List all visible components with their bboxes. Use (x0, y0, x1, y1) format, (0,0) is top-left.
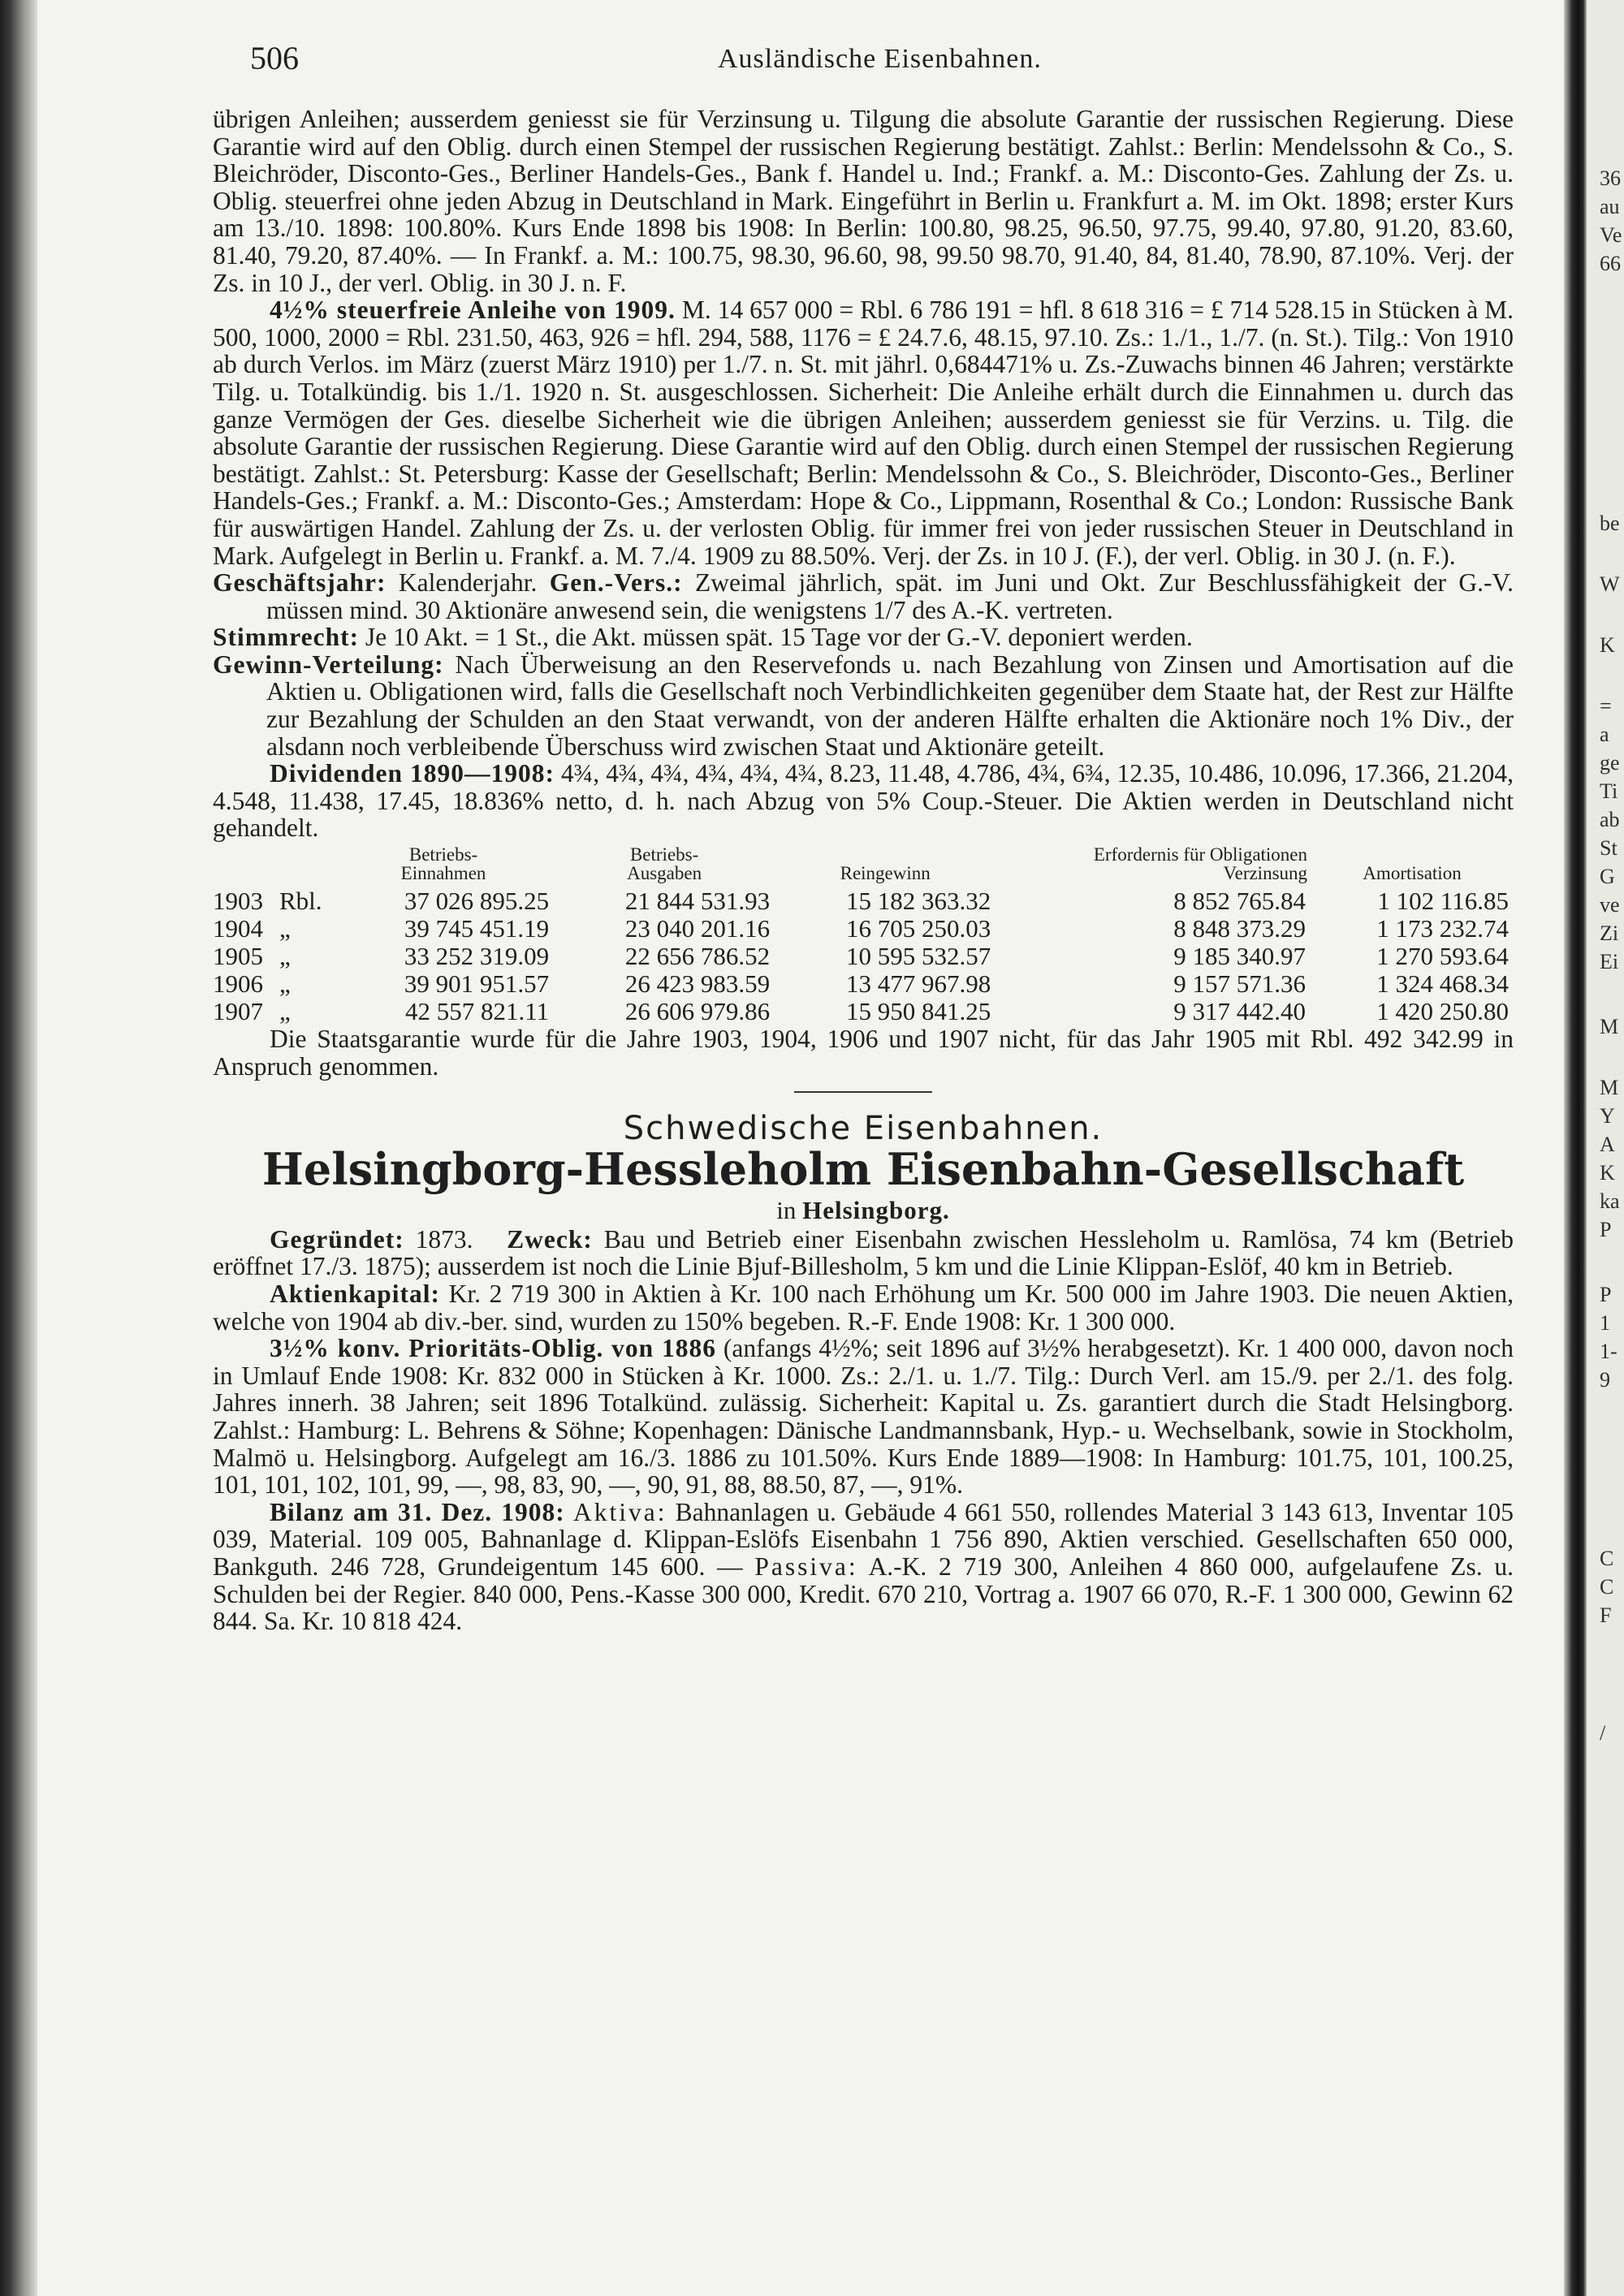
aktienkapital-label: Aktienkapital: (270, 1280, 441, 1308)
table-header-reingewinn: Reingewinn (840, 863, 931, 884)
paragraph-bilanz: Bilanz am 31. Dez. 1908: Aktiva: Bahnanlagen u. Gebäude 4 661 550, rollendes Material 3 143 613, Inventar 105 039, Material. 109 005, Bahnanlage d. Klippan-Eslöfs Eisenbahn 1 756 890, Aktien verschied. Gesellschaften 650 000, Bankguth. 246 728, Grundeigentum 145 600. — Passiva: A.-K. 2 719 300, Anleihen 4 860 000, aufgelaufene Zs. u. Schulden bei der Regier. 840 000, Pens.-Kasse 300 000, Kredit. 670 210, Vortrag a. 1907 66 070, R.-F. 1 300 000, Gewinn 62 844. Sa. Kr. 10 818 424. (213, 1497, 1514, 1636)
zweck-label: Zweck: (507, 1224, 593, 1254)
paragraph-gegruendet: Gegründet: 1873. Zweck: Bau und Betrieb einer Eisenbahn zwischen Hessleholm u. Ramlösa, 74 km (Betrieb eröffnet 17./3. 1875); ausserdem ist noch die Linie Bjuf-Billesholm, 5 km und die Linie Klippan-Eslöf, 40 km in Betrieb. (213, 1224, 1514, 1281)
table-header-amortisation: Amortisation (1363, 863, 1462, 884)
next-page-edge: 36 au Ve 66 be W K = a ge Ti ab St G ve Zi Ei M M Y A K ka P P 1 1- 9 C C F / (1587, 0, 1624, 2296)
aktiva-label: Aktiva: (572, 1497, 667, 1526)
anleihe-text: M. 14 657 000 = Rbl. 6 786 191 = hfl. 8 618 316 = £ 714 528.15 in Stücken à M. 500, 1000, 2000 = Rbl. 231.50, 463, 926 = hfl. 294, 588, 1176 = £ 24.7.6, 48.15, 97.10. Zs.: 1./1., 1./7. (n. St.). Tilg.: Von 1910 ab durch Verlos. im März (zuerst März 1910) per 1./7. n. St. mit jährl. 0,684471% u. Zs.-Zuwachs binnen 46 Jahren; verstärkte Tilg. u. Totalkündig. bis 1./1. 1920 n. St. ausgeschlossen. Sicherheit: Die Anleihe erhält durch die Einnahmen u. durch das ganze Vermögen der Ges. dieselbe Sicherheit wie die übrigen Anleihen; ausserdem geniesst sie für Verzins. u. Tilg. die absolute Garantie der russischen Regierung. Diese Garantie wird auf den Oblig. durch einen Stempel der russischen Regierung bestätigt. Zahlst.: St. Petersburg: Kasse der Gesellschaft; Berlin: Mendelssohn & Co., S. Bleichröder, Disconto-Ges., Berliner Handels-Ges.; Frankf. a. M.: Disconto-Ges.; Amsterdam: Hope & Co., Lippmann, Rosenthal & Co.; London: Russische Bank für auswärtigen Handel. Zahlung der Zs. u. der verlosten Oblig. für immer frei von jeder russischen Steuer in Deutschland in Mark. Aufgelegt in Berlin u. Frankf. a. M. 7./4. 1909 zu 88.50%. Verj. der Zs. in 10 J. (F.), der verl. Oblig. in 30 J. (n. F.). (213, 296, 1514, 570)
company-location: in Helsingborg. (776, 1195, 950, 1224)
table-header-currency (274, 845, 333, 887)
section-title: Schwedische Eisenbahnen. (623, 1110, 1104, 1148)
paragraph-continued: übrigen Anleihen; ausserdem geniesst sie für Verzinsung u. Tilgung die absolute Garantie der russischen Regierung. Diese Garantie wird auf den Oblig. durch einen Stempel der russischen Regierung bestätigt. Zahlst.: Berlin: Mendelssohn & Co., S. Bleichröder, Disconto-Ges., Berliner Handels-Ges., Bank f. Handel u. Ind.; Frankf. a. M.: Disconto-Ges. Zahlung der Zs. u. Oblig. steuerfrei ohne jeden Abzug in Deutschland in Mark. Eingeführt in Berlin u. Frankfurt a. M. im Okt. 1898; erster Kurs am 13./10. 1898: 100.80%. Kurs Ende 1898 bis 1908: In Berlin: 100.80, 98.25, 96.50, 97.75, 99.40, 97.80, 91.20, 83.60, 81.40, 79.20, 87.40%. — In Frankf. a. M.: 100.75, 98.30, 96.60, 98, 99.50 98.70, 91.40, 84, 81.40, 78.90, 87.10%. Verj. der Zs. in 10 J., der verl. Oblig. in 30 J. n. F. (213, 105, 1514, 297)
table-row: 1904 „ 39 745 451.19 23 040 201.16 16 705 250.03 8 848 373.29 1 173 232.74 (213, 914, 1509, 943)
company-city: Helsingborg. (802, 1195, 950, 1224)
company-title: Helsingborg-Hessleholm Eisenbahn-Gesellschaft (261, 1142, 1465, 1195)
passiva-label: Passiva: (754, 1552, 858, 1581)
running-title: Ausländische Eisenbahnen. (718, 44, 1042, 74)
page-gutter (1564, 0, 1587, 2296)
paragraph-geschaeftsjahr (213, 569, 1514, 624)
paragraph-aktienkapital: Aktienkapital: Kr. 2 719 300 in Aktien à Kr. 100 nach Erhöhung um Kr. 500 000 im Jahre 1903. Die neuen Aktien, welche von 1904 ab div.-ber. sind, wurden zu 150% begeben. R.-F. Ende 1908: Kr. 1 300 000. (213, 1280, 1514, 1336)
dividenden-label: Dividenden 1890—1908: (270, 759, 555, 788)
page-number: 506 (250, 40, 299, 76)
paragraph-stimmrecht (213, 624, 1514, 651)
paragraph-anleihe-1909 (213, 296, 1514, 569)
section-divider (794, 1091, 932, 1093)
table-header-verzinsung: Erfordernis für Obligationen Verzinsung (1093, 844, 1308, 884)
table-row: 1903 Rbl. 37 026 895.25 21 844 531.93 15 182 363.32 8 852 765.84 1 102 116.85 (213, 887, 1509, 916)
table-header-einnahmen: Betriebs- Einnahmen (400, 844, 486, 884)
table-header-ausgaben: Betriebs- Ausgaben (627, 844, 702, 884)
table-row: 1906 „ 39 901 951.57 26 423 983.59 13 477 967.98 9 157 571.36 1 324 468.34 (213, 969, 1509, 999)
page-body (213, 106, 1514, 1635)
table-row: 1907 „ 42 557 821.11 26 606 979.86 15 950 841.25 9 317 442.40 1 420 250.80 (213, 997, 1509, 1026)
gegruendet-label: Gegründet: (270, 1224, 404, 1254)
paragraph-dividenden (213, 760, 1514, 842)
table-note: Die Staatsgarantie wurde für die Jahre 1903, 1904, 1906 und 1907 nicht, für das Jahr 1905 mit Rbl. 492 342.99 in Anspruch genommen. (213, 1025, 1514, 1081)
financial-table (213, 845, 1514, 1025)
dividenden-text: 4¾, 4¾, 4¾, 4¾, 4¾, 4¾, 8.23, 11.48, 4.786, 4¾, 6¾, 12.35, 10.486, 10.096, 17.366, 21.204, 4.548, 11.438, 17.45, 18.836% netto, d. h. nach Abzug von 5% Coup.-Steuer. Die Aktien werden in Deutschland nicht gehandelt. (213, 759, 1514, 843)
gewinn-verteilung-text: Nach Überweisung an den Reservefonds u. nach Bezahlung von Zinsen und Amortisation auf die Aktien u. Obligationen wird, falls die Gesellschaft noch Verbindlichkeiten gegenüber dem Staate hat, der Rest zur Hälfte zur Bezahlung der Schulden an den Staat verwandt, von der anderen Hälfte erhalten die Aktionäre noch 1% Div., der alsdann noch verbleibende Überschuss wird zwischen Staat und Aktionäre geteilt. (266, 650, 1514, 761)
table-header-year (213, 845, 274, 887)
genvers-label: Gen.-Vers.: (549, 568, 683, 598)
bilanz-label: Bilanz am 31. Dez. 1908: (270, 1497, 565, 1526)
stimmrecht-label: Stimmrecht: (213, 623, 360, 652)
anleihe-heading: 4½% steuerfreie Anleihe von 1909. (270, 296, 676, 325)
geschaeftsjahr-text: Kalenderjahr. (398, 568, 538, 598)
stimmrecht-text: Je 10 Akt. = 1 St., die Akt. müssen spät. 15 Tage vor der G.-V. deponiert werden. (365, 623, 1193, 652)
gewinn-verteilung-label: Gewinn-Verteilung: (213, 650, 444, 679)
paragraph-gewinn-verteilung (213, 651, 1514, 760)
prioritaets-oblig-label: 3½% konv. Prioritäts-Oblig. von 1886 (270, 1334, 717, 1363)
geschaeftsjahr-label: Geschäftsjahr: (213, 568, 387, 598)
table-header-row (213, 845, 1514, 887)
book-spine-shadow (0, 0, 37, 2296)
paragraph-prioritaets-oblig: 3½% konv. Prioritäts-Oblig. von 1886 (anfangs 4½%; seit 1896 auf 3½% herabgesetzt). Kr. 1 400 000, davon noch in Umlauf Ende 1908: Kr. 832 000 in Stücken à Kr. 1000. Zs.: 2./1. u. 1./7. Tilg.: Durch Verl. am 15./9. per 2./1. des folg. Jahres innerh. 38 Jahren; seit 1896 Totalkünd. zulässig. Sicherheit: Kapital u. Zs. garantiert durch die Stadt Helsingborg. Zahlst.: Hamburg: L. Behrens & Söhne; Kopenhagen: Dänische Landmannsbank, Hyp.- u. Wechselbank, sowie in Stockholm, Malmö u. Helsingborg. Aufgelegt am 16./3. 1886 zu 101.50%. Kurs Ende 1889—1908: In Hamburg: 101.75, 101, 100.25, 101, 101, 102, 101, 99, —, 98, 83, 90, —, 90, 91, 88, 88.50, 87, —, 91%. (213, 1334, 1514, 1500)
genvers-text: Zweimal jährlich, spät. im Juni und Okt. Zur Beschlussfähigkeit der G.-V. müssen mind. 30 Aktionäre anwesend sein, die wenigstens 1/7 des A.-K. vertreten. (266, 568, 1514, 624)
table-row: 1905 „ 33 252 319.09 22 656 786.52 10 595 532.57 9 185 340.97 1 270 593.64 (213, 942, 1509, 971)
